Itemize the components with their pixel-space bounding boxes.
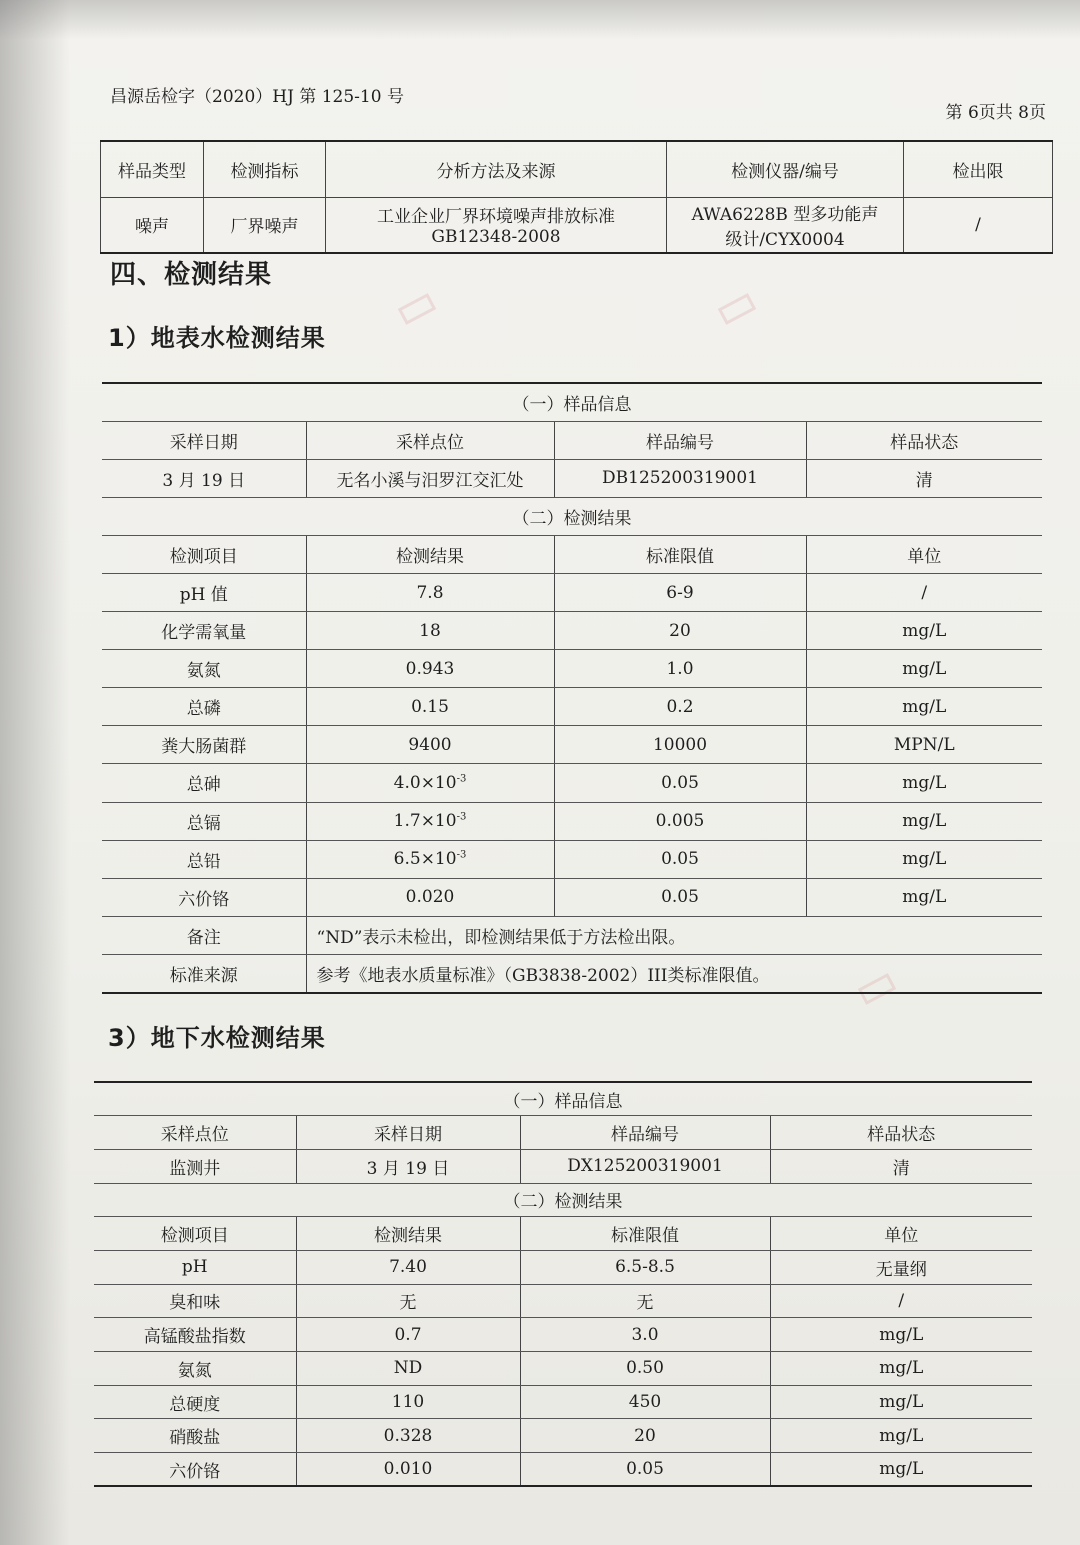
test-result: 0.15 [306, 688, 554, 726]
test-result: 0.328 [296, 1419, 520, 1453]
result-base: 6.5×10 [393, 849, 457, 870]
unit: MPN/L [806, 726, 1042, 764]
test-item: 氨氮 [102, 650, 306, 688]
instrument [667, 197, 904, 253]
sampling-date: 3 月 19 日 [296, 1149, 520, 1183]
standard-limit: 0.2 [554, 688, 806, 726]
standard-limit: 6.5-8.5 [520, 1250, 770, 1284]
unit: mg/L [806, 650, 1042, 688]
note-text: “ND”表示未检出，即检测结果低于方法检出限。 [306, 916, 1042, 954]
test-item: 总铅 [102, 840, 306, 878]
result-exponent: -3 [456, 811, 467, 823]
result-exponent: -3 [456, 849, 467, 861]
note-row [102, 916, 1042, 954]
method-line-1: 工业企业厂界环境噪声排放标准 [377, 207, 615, 228]
detection-limit: / [904, 197, 1053, 253]
table-row [94, 1250, 1032, 1284]
method-header-row [101, 141, 1053, 197]
unit: mg/L [806, 802, 1042, 840]
result-exponent: -3 [456, 773, 467, 785]
test-result: 7.40 [296, 1250, 520, 1284]
test-result [306, 802, 554, 840]
test-item: 六价铬 [102, 878, 306, 916]
indicator: 厂界噪声 [204, 197, 326, 253]
test-result: 9400 [306, 726, 554, 764]
table-row [102, 726, 1042, 764]
standard-limit: 3.0 [520, 1318, 770, 1352]
surface-result-header-row [102, 535, 1042, 573]
table-row [102, 688, 1042, 726]
table-cell: 检测项目 [102, 535, 306, 573]
surface-water-title: 1）地表水检测结果 [108, 324, 326, 352]
table-row [94, 1453, 1032, 1487]
unit: 无量纲 [770, 1250, 1032, 1284]
page-top-shadow [0, 0, 1080, 40]
standard-limit: 10000 [554, 726, 806, 764]
table-cell: 采样点位 [306, 421, 554, 459]
test-result: 0.010 [296, 1453, 520, 1487]
table-row [102, 878, 1042, 916]
table-row [94, 1385, 1032, 1419]
table-cell: 检测结果 [306, 535, 554, 573]
sample-id: DB125200319001 [554, 459, 806, 497]
test-result: 0.7 [296, 1318, 520, 1352]
header-detection-limit: 检出限 [904, 141, 1053, 197]
test-result: 无 [296, 1284, 520, 1318]
ground-result-header-row [94, 1217, 1032, 1251]
table-cell: 采样点位 [94, 1116, 296, 1150]
unit: mg/L [770, 1318, 1032, 1352]
sample-status: 清 [770, 1149, 1032, 1183]
table-row [94, 1419, 1032, 1453]
table-cell: 采样日期 [296, 1116, 520, 1150]
table-cell: 样品状态 [806, 421, 1042, 459]
standard-limit: 0.50 [520, 1352, 770, 1386]
test-item: 总砷 [102, 764, 306, 802]
standard-source-row [102, 954, 1042, 992]
standard-limit: 20 [520, 1419, 770, 1453]
unit: mg/L [806, 612, 1042, 650]
table-row [102, 802, 1042, 840]
test-result: ND [296, 1352, 520, 1386]
watermark-stamp [718, 293, 756, 325]
instrument-line-1: AWA6228B 型多功能声 [691, 204, 879, 225]
standard-limit: 无 [520, 1284, 770, 1318]
test-item: 总磷 [102, 688, 306, 726]
page-edge-shadow [0, 0, 70, 1545]
ground-results-title: （二）检测结果 [94, 1183, 1032, 1217]
sample-id: DX125200319001 [520, 1149, 770, 1183]
surface-water-table [102, 382, 1042, 994]
sample-type: 噪声 [101, 197, 204, 253]
unit: mg/L [770, 1385, 1032, 1419]
table-cell: 检测项目 [94, 1217, 296, 1251]
unit: mg/L [770, 1419, 1032, 1453]
test-item: 粪大肠菌群 [102, 726, 306, 764]
standard-limit: 0.005 [554, 802, 806, 840]
table-cell: 样品编号 [554, 421, 806, 459]
standard-limit: 20 [554, 612, 806, 650]
table-row [94, 1284, 1032, 1318]
sampling-location: 无名小溪与汨罗江交汇处 [306, 459, 554, 497]
table-row [102, 650, 1042, 688]
table-cell: 采样日期 [102, 421, 306, 459]
test-item: 臭和味 [94, 1284, 296, 1318]
surface-sample-info-title: （一）样品信息 [102, 383, 1042, 421]
standard-source-text: 参考《地表水质量标准》（GB3838-2002）III类标准限值。 [306, 954, 1042, 992]
test-item: 六价铬 [94, 1453, 296, 1487]
standard-limit: 0.05 [554, 878, 806, 916]
table-cell: 样品状态 [770, 1116, 1032, 1150]
table-cell: 标准限值 [520, 1217, 770, 1251]
unit: mg/L [770, 1352, 1032, 1386]
standard-limit: 450 [520, 1385, 770, 1419]
watermark-stamp [398, 293, 436, 325]
document-number: 昌源岳检字（2020）HJ 第 125-10 号 [110, 87, 404, 107]
table-cell: 标准限值 [554, 535, 806, 573]
header-indicator: 检测指标 [204, 141, 326, 197]
header-sample-type: 样品类型 [101, 141, 204, 197]
page-info: 第 6页共 8页 [945, 103, 1046, 123]
test-result: 0.020 [306, 878, 554, 916]
test-item: 总硬度 [94, 1385, 296, 1419]
ground-info-header-row [94, 1116, 1032, 1150]
unit: / [806, 573, 1042, 611]
table-row [102, 764, 1042, 802]
standard-limit: 6-9 [554, 573, 806, 611]
method-line-2: GB12348-2008 [431, 227, 561, 248]
unit: mg/L [806, 764, 1042, 802]
sample-status: 清 [806, 459, 1042, 497]
test-item: 高锰酸盐指数 [94, 1318, 296, 1352]
standard-limit: 0.05 [554, 764, 806, 802]
section-title: 四、检测结果 [110, 260, 273, 290]
unit: / [770, 1284, 1032, 1318]
test-item: 总镉 [102, 802, 306, 840]
surface-info-value-row [102, 459, 1042, 497]
groundwater-table [94, 1081, 1032, 1487]
ground-sample-info-title: （一）样品信息 [94, 1082, 1032, 1116]
table-row [94, 1352, 1032, 1386]
unit: mg/L [770, 1453, 1032, 1487]
method-data-row [101, 197, 1053, 253]
test-result [306, 764, 554, 802]
method [326, 197, 667, 253]
table-row [102, 840, 1042, 878]
unit: mg/L [806, 688, 1042, 726]
test-item: 硝酸盐 [94, 1419, 296, 1453]
unit: mg/L [806, 840, 1042, 878]
result-base: 1.7×10 [393, 811, 457, 832]
table-cell: 单位 [770, 1217, 1032, 1251]
standard-limit: 0.05 [554, 840, 806, 878]
test-item: pH 值 [102, 573, 306, 611]
method-table [100, 140, 1053, 254]
table-row [102, 573, 1042, 611]
header-method: 分析方法及来源 [326, 141, 667, 197]
surface-results-title: （二）检测结果 [102, 497, 1042, 535]
header-instrument: 检测仪器/编号 [667, 141, 904, 197]
unit: mg/L [806, 878, 1042, 916]
result-base: 4.0×10 [393, 772, 457, 793]
groundwater-title: 3）地下水检测结果 [108, 1024, 326, 1052]
table-row [102, 612, 1042, 650]
standard-source-label: 标准来源 [102, 954, 306, 992]
standard-limit: 1.0 [554, 650, 806, 688]
test-result: 18 [306, 612, 554, 650]
instrument-line-2: 级计/CYX0004 [725, 229, 845, 250]
surface-info-header-row [102, 421, 1042, 459]
sampling-date: 3 月 19 日 [102, 459, 306, 497]
test-result: 0.943 [306, 650, 554, 688]
test-result: 7.8 [306, 573, 554, 611]
test-item: pH [94, 1250, 296, 1284]
note-label: 备注 [102, 916, 306, 954]
table-row [94, 1318, 1032, 1352]
table-cell: 检测结果 [296, 1217, 520, 1251]
table-cell: 样品编号 [520, 1116, 770, 1150]
standard-limit: 0.05 [520, 1453, 770, 1487]
test-result: 110 [296, 1385, 520, 1419]
table-cell: 单位 [806, 535, 1042, 573]
test-item: 氨氮 [94, 1352, 296, 1386]
sampling-location: 监测井 [94, 1149, 296, 1183]
test-result [306, 840, 554, 878]
test-item: 化学需氧量 [102, 612, 306, 650]
ground-info-value-row [94, 1149, 1032, 1183]
